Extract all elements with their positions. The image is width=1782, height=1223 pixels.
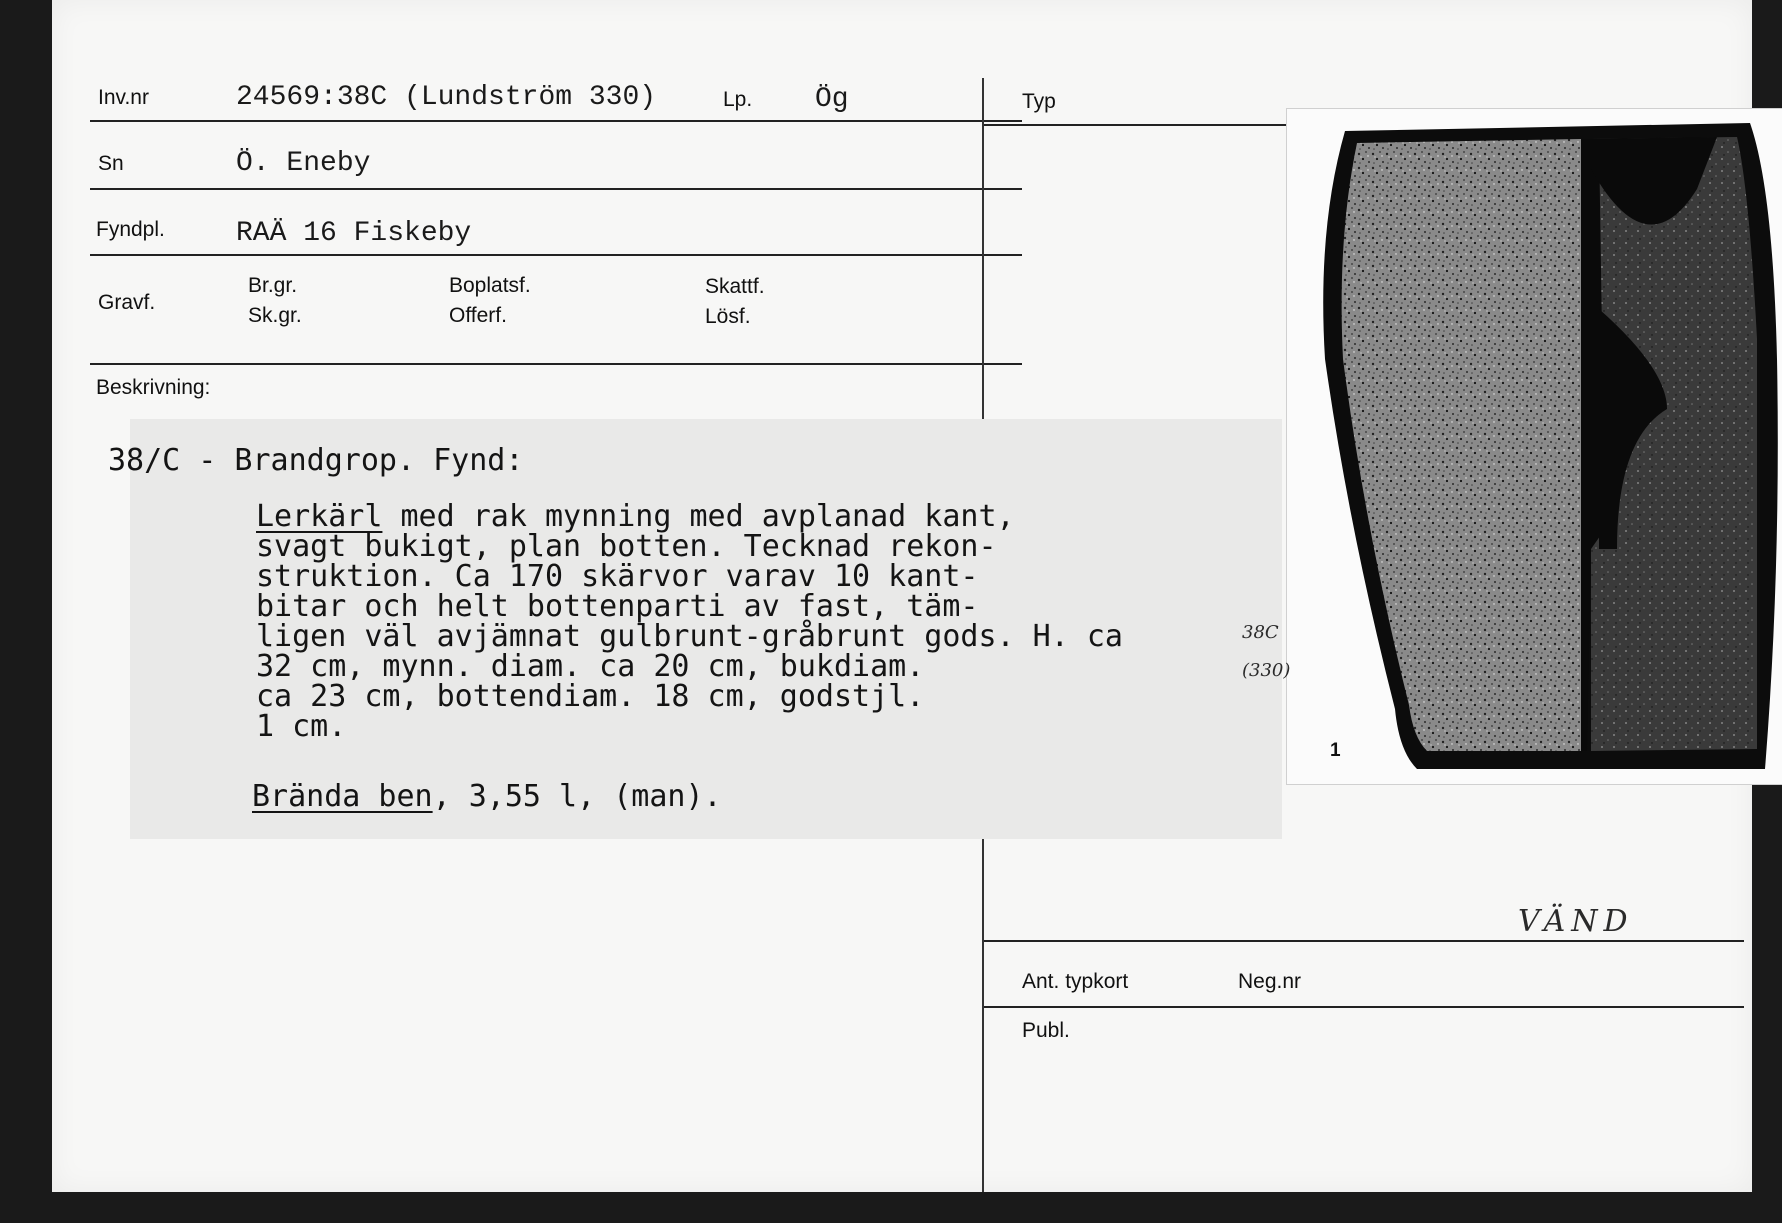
sn-value: Ö. Eneby bbox=[236, 148, 371, 179]
fyndpl-value: RAÄ 16 Fiskeby bbox=[236, 218, 472, 249]
fyndpl-label: Fyndpl. bbox=[96, 218, 165, 241]
catalog-card bbox=[52, 0, 1752, 1192]
brgr-label: Br.gr. bbox=[248, 274, 298, 297]
losf-label: Lösf. bbox=[705, 305, 751, 328]
description-heading: 38/C - Brandgrop. Fynd: bbox=[108, 443, 524, 478]
skattf-label: Skattf. bbox=[705, 275, 765, 298]
line1-rest: med rak mynning med avplanad kant, bbox=[382, 499, 1015, 534]
rule-publ bbox=[984, 1006, 1744, 1008]
rule-inv bbox=[90, 120, 1022, 122]
drawing-box bbox=[1286, 108, 1782, 785]
lerkarl-word: Lerkärl bbox=[256, 499, 383, 534]
rule-fyndpl bbox=[90, 254, 1022, 256]
description-line-6: 32 cm, mynn. diam. ca 20 cm, bukdiam. bbox=[256, 649, 925, 684]
typ-label: Typ bbox=[1022, 90, 1056, 113]
description-line-1 bbox=[256, 499, 1015, 534]
beskrivning-label: Beskrivning: bbox=[96, 376, 211, 399]
brandaben-word: Brända ben bbox=[252, 779, 433, 814]
description-line-2: svagt bukigt, plan botten. Tecknad rekon- bbox=[256, 529, 997, 564]
brandaben-rest: , 3,55 l, (man). bbox=[432, 779, 722, 814]
rule-gravf bbox=[90, 363, 1022, 365]
handwritten-ref: (330) bbox=[1242, 660, 1291, 681]
handwritten-id: 38C bbox=[1242, 622, 1279, 643]
description-line-3: struktion. Ca 170 skärvor varav 10 kant- bbox=[256, 559, 979, 594]
description-bones bbox=[252, 779, 722, 814]
description-line-7: ca 23 cm, bottendiam. 18 cm, godstjl. bbox=[256, 679, 925, 714]
publ-label: Publ. bbox=[1022, 1019, 1070, 1042]
offerf-label: Offerf. bbox=[449, 304, 507, 327]
gravf-label: Gravf. bbox=[98, 291, 156, 314]
ant-typkort-label: Ant. typkort bbox=[1022, 970, 1129, 993]
description-line-5: ligen väl avjämnat gulbrunt-gråbrunt gods. H. ca bbox=[256, 619, 1123, 654]
inv-label: Inv.nr bbox=[98, 86, 149, 109]
boplatsf-label: Boplatsf. bbox=[449, 274, 531, 297]
lp-label: Lp. bbox=[723, 88, 753, 111]
description-line-4: bitar och helt bottenparti av fast, täm- bbox=[256, 589, 979, 624]
sn-label: Sn bbox=[98, 152, 124, 175]
rule-sn bbox=[90, 188, 1022, 190]
skgr-label: Sk.gr. bbox=[248, 304, 302, 327]
description-line-8: 1 cm. bbox=[256, 709, 347, 744]
figure-number: 1 bbox=[1330, 740, 1341, 761]
vessel-drawing bbox=[1287, 109, 1782, 784]
vand-note: VÄND bbox=[1518, 904, 1634, 939]
negnr-label: Neg.nr bbox=[1238, 970, 1302, 993]
lp-value: Ög bbox=[815, 84, 849, 115]
rule-ant bbox=[984, 940, 1744, 942]
inv-value: 24569:38C (Lundström 330) bbox=[236, 82, 657, 113]
